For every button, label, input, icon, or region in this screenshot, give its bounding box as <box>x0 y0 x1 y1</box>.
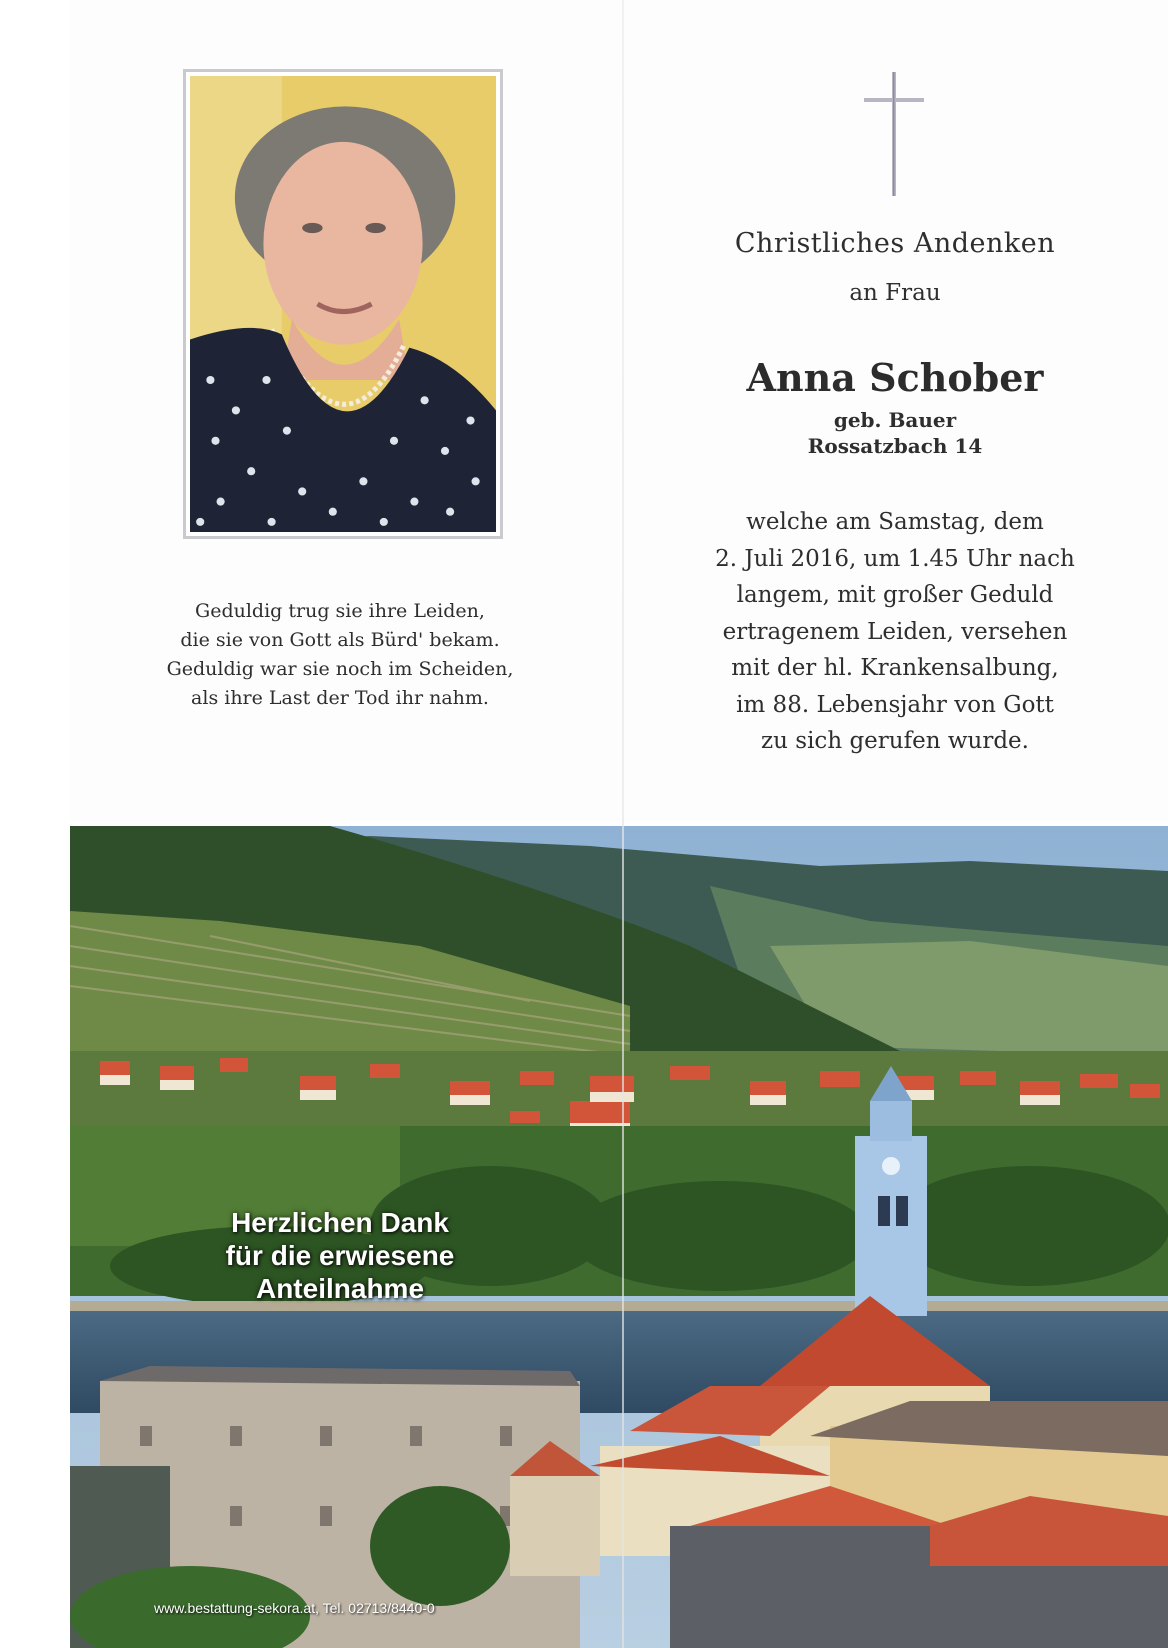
death-notice-text <box>680 504 1110 760</box>
notice-line: ertragenem Leiden, versehen <box>722 618 1068 645</box>
notice-line: zu sich gerufen wurde. <box>761 728 1029 754</box>
cross-icon <box>862 70 926 198</box>
poem-line: Geduldig trug sie ihre Leiden, <box>195 600 485 622</box>
notice-line: langem, mit großer Geduld <box>736 582 1054 608</box>
deceased-name: Anna Schober <box>746 355 1044 400</box>
poem-line: die sie von Gott als Bürd' bekam. <box>180 629 500 651</box>
address: Rossatzbach 14 <box>807 434 983 458</box>
headline: Christliches Andenken <box>734 228 1056 259</box>
funeral-home-credit: www.bestattung-sekora.at, Tel. 02713/8440-0 <box>154 1600 435 1616</box>
portrait-photo-frame <box>183 69 503 539</box>
notice-line: welche am Samstag, dem <box>746 509 1044 535</box>
thanks-line: Anteilnahme <box>255 1273 425 1304</box>
notice-line: 2. Juli 2016, um 1.45 Uhr nach <box>715 545 1075 572</box>
card-fold-line <box>622 0 624 1648</box>
poem-line: Geduldig war sie noch im Scheiden, <box>166 658 514 680</box>
poem-line: als ihre Last der Tod ihr nahm. <box>191 687 489 709</box>
thanks-line: für die erwiesene <box>225 1240 455 1271</box>
thanks-message <box>190 1206 490 1305</box>
notice-line: im 88. Lebensjahr von Gott <box>736 691 1054 718</box>
portrait-photo <box>190 76 496 532</box>
notice-line: mit der hl. Krankensalbung, <box>731 655 1059 681</box>
maiden-name: geb. Bauer <box>833 408 957 432</box>
thanks-line: Herzlichen Dank <box>231 1207 449 1238</box>
memorial-poem <box>120 597 560 713</box>
salutation: an Frau <box>849 280 941 306</box>
